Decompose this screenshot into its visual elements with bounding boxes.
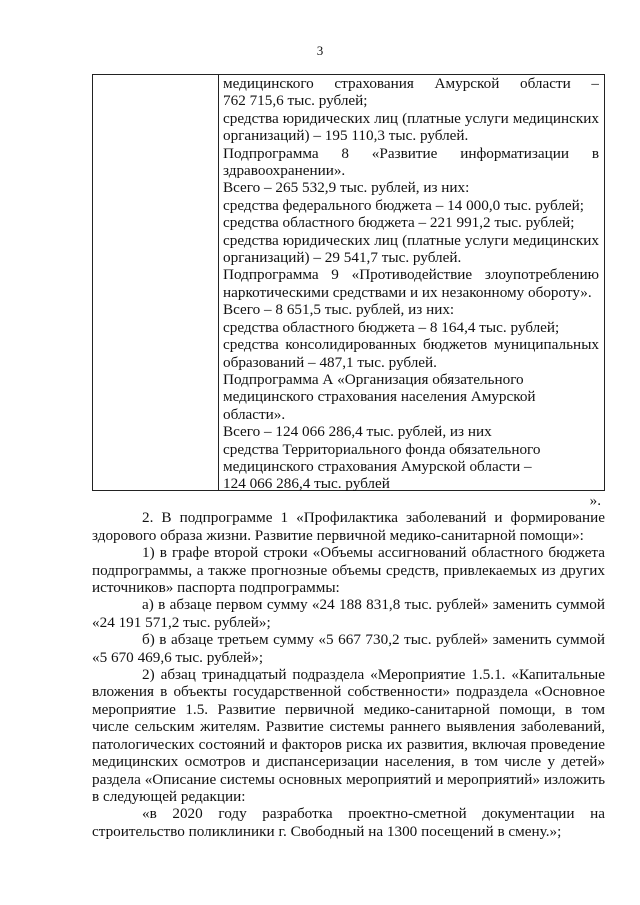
table-cell-line: средства областного бюджета – 221 991,2 тыс. рублей; — [223, 214, 575, 232]
table-right-column — [219, 75, 604, 493]
table-cell-line: 762 715,6 тыс. рублей; — [223, 92, 368, 110]
table-cell-line: средства консолидированных бюджетов муниципальных — [223, 336, 599, 354]
table-cell-line: средства юридических лиц (платные услуги медицинских — [223, 231, 599, 249]
body-paragraph: б) в абзаце третьем сумму «5 667 730,2 тыс. рублей» заменить суммой «5 670 469,6 тыс. рублей»; — [92, 631, 605, 666]
table-left-column — [93, 75, 219, 490]
table-cell-line: 124 066 286,4 тыс. рублей — [223, 475, 390, 493]
body-paragraph: 2. В подпрограмме 1 «Профилактика заболеваний и формирование здорового образа жизни. Развитие первичной медико-санитарной помощи»: — [92, 509, 605, 544]
closing-quote-mark: ». — [589, 492, 601, 509]
table-cell-line: области». — [223, 405, 286, 423]
table-cell-line: образований – 487,1 тыс. рублей. — [223, 353, 437, 371]
paragraph-list — [92, 509, 605, 840]
body-paragraph: а) в абзаце первом сумму «24 188 831,8 тыс. рублей» заменить суммой «24 191 571,2 тыс. рублей»; — [92, 596, 605, 631]
table-cell-line: организаций) – 195 110,3 тыс. рублей. — [223, 127, 469, 145]
table-cell-line: средства юридических лиц (платные услуги медицинских — [223, 109, 599, 127]
table-cell-line: средства федерального бюджета – 14 000,0 тыс. рублей; — [223, 196, 585, 214]
document-body — [92, 492, 605, 840]
body-paragraph: 1) в графе второй строки «Объемы ассигнований областного бюджета подпрограммы, а также прогнозные объемы средств, привлекаемых из других источников» паспорта подпрограммы: — [92, 544, 605, 597]
body-paragraph: «в 2020 году разработка проектно-сметной документации на строительство поликлиники г. Свободный на 1300 посещений в смену.»; — [92, 805, 605, 840]
body-paragraph: 2) абзац тринадцатый подраздела «Мероприятие 1.5.1. «Капитальные вложения в объекты государственной собственности» подраздела «Основное мероприятие 1.5. Развитие первичной медико-санитарной помощи, в том числе сельским жителям. Развитие системы раннего выявления заболеваний, патологических состояний и факторов риска их развития, включая проведение медицинских осмотров и диспансеризации населения, в том числе у детей» раздела «Описание системы основных мероприятий и мероприятий» изложить в следующей редакции: — [92, 666, 605, 805]
table-cell-line: Подпрограмма 9 «Противодействие злоупотреблению — [223, 266, 599, 284]
table-cell-line: наркотическими средствами и их незаконному обороту». — [223, 283, 592, 301]
page-number: 3 — [316, 43, 324, 58]
passport-table — [92, 74, 605, 491]
table-cell-line: Подпрограмма А «Организация обязательного — [223, 370, 524, 388]
table-cell-line: здравоохранении». — [223, 162, 346, 180]
table-cell-line: организаций) – 29 541,7 тыс. рублей. — [223, 249, 462, 267]
table-cell-line: Всего – 8 651,5 тыс. рублей, из них: — [223, 301, 455, 319]
table-cell-line: Всего – 265 532,9 тыс. рублей, из них: — [223, 179, 470, 197]
table-cell-line: медицинского страхования Амурской области – — [223, 75, 599, 92]
table-cell-line: Подпрограмма 8 «Развитие информатизации в — [223, 144, 599, 162]
table-cell-line: средства областного бюджета – 8 164,4 тыс. рублей; — [223, 318, 560, 336]
table-cell-line: медицинского страхования населения Амурской — [223, 388, 536, 406]
table-cell-line: Всего – 124 066 286,4 тыс. рублей, из них — [223, 423, 492, 441]
table-cell-line: медицинского страхования Амурской области – — [223, 457, 532, 475]
table-cell-line: средства Территориального фонда обязательного — [223, 440, 541, 458]
